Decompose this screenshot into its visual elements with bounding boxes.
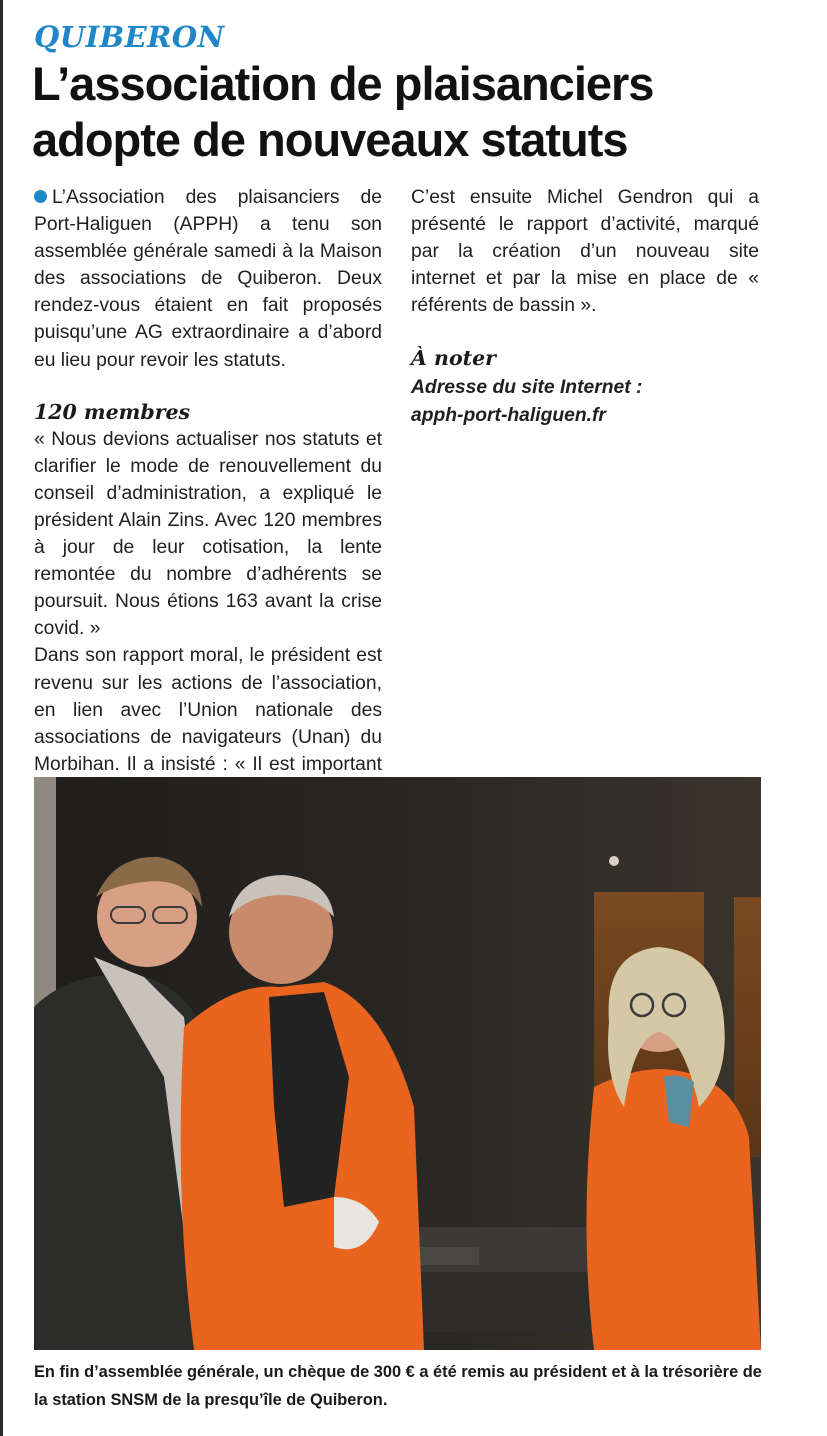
page-left-rule [0, 0, 3, 1436]
quote-paragraph: « Nous devions actualiser nos statuts et clarifier le mode de renouvellement du conseil d’administration, a expliqué le président Alain Zins. Avec 120 membres à jour de leur cotisation, la lente remontée du nombre d’adhérents se poursuit. Nous étions 163 avant la crise covid. » [34, 428, 382, 640]
article-photo [34, 777, 761, 1350]
photo-caption: En fin d’assemblée générale, un chèque de 300 € a été remis au président et à la trésorière de la station SNSM de la presqu’île de Quiberon. [34, 1363, 762, 1409]
note-title: À noter [411, 346, 496, 371]
intro-paragraph [34, 184, 382, 374]
article-column-right [411, 184, 759, 429]
note-label: Adresse du site Internet : [411, 377, 643, 399]
bullet-dot-icon [34, 190, 47, 203]
section-kicker: QUIBERON [34, 20, 225, 54]
rapport-text: Dans son rapport moral, le président est revenu sur les actions de l’association, en lien avec l’Union nationale des associations de navigateurs (Unan) du Morbihan. Il a insisté : « Il est important [34, 645, 382, 775]
note-url: apph-port-haliguen.fr [411, 404, 606, 426]
subheading: 120 membres [34, 399, 191, 424]
intro-text: L’Association des plaisanciers de Port-Haliguen (APPH) a tenu son assemblée générale samedi à la Maison des associations de Quiberon. Deux rendez-vous étaient en fait proposés puisqu’une AG extraordinaire a d’abord eu lieu pour revoir les statuts. [34, 187, 382, 371]
gendron-paragraph: C’est ensuite Michel Gendron qui a présenté le rapport d’activité, marqué par la création d’un nouveau site internet et par la mise en place de « référents de bassin ». [411, 187, 759, 317]
article-headline: L’association de plaisanciers adopte de nouveaux statuts [32, 57, 654, 166]
